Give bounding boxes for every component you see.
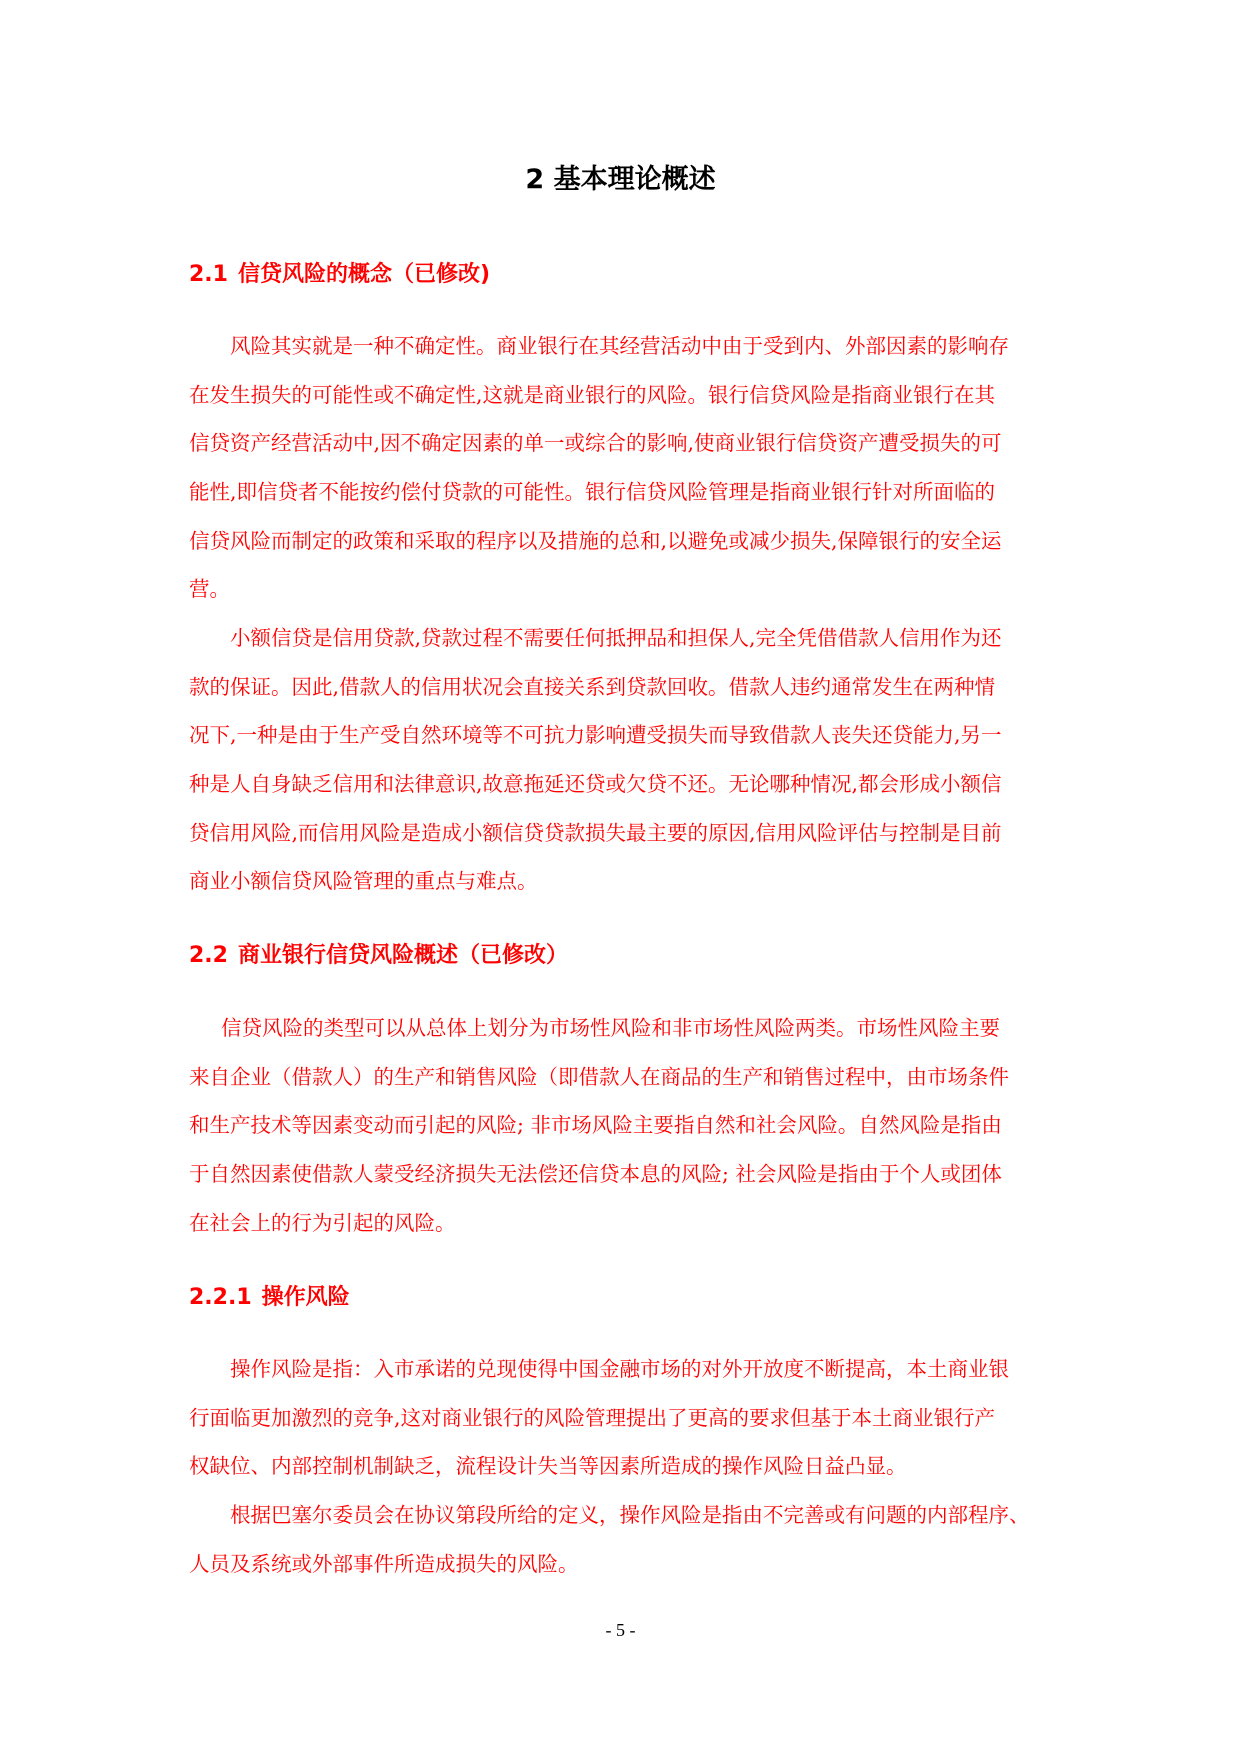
- text-line: 权缺位、内部控制机制缺乏，流程设计失当等因素所造成的操作风险日益凸显。: [189, 1454, 907, 1479]
- text-line: 信贷风险的类型可以从总体上划分为市场性风险和非市场性风险两类。市场性风险主要: [221, 1016, 1000, 1040]
- section-number: 2.2: [189, 943, 228, 968]
- text-line: 和生产技术等因素变动而引起的风险; 非市场风险主要指自然和社会风险。自然风险是指由: [189, 1113, 1002, 1138]
- paragraph-credit-risk-types: [189, 1004, 1049, 1247]
- text-line: 在发生损失的可能性或不确定性,这就是商业银行的风险。银行信贷风险是指商业银行在其: [189, 382, 996, 407]
- text-line: 根据巴塞尔委员会在协议第段所给的定义，操作风险是指由不完善或有问题的内部程序、: [230, 1503, 1030, 1527]
- text-line: 于自然因素使借款人蒙受经济损失无法偿还信贷本息的风险; 社会风险是指由于个人或团体: [189, 1162, 1002, 1187]
- text-line: 风险其实就是一种不确定性。商业银行在其经营活动中由于受到内、外部因素的影响存: [230, 334, 1009, 358]
- text-line: 小额信贷是信用贷款,贷款过程不需要任何抵押品和担保人,完全凭借借款人信用作为还: [230, 626, 1002, 650]
- text-line: 操作风险是指：入市承诺的兑现使得中国金融市场的对外开放度不断提高，本土商业银: [230, 1357, 1009, 1381]
- text-line: 能性,即信贷者不能按约偿付贷款的可能性。银行信贷风险管理是指商业银行针对所面临的: [189, 480, 996, 505]
- text-line: 种是人自身缺乏信用和法律意识,故意拖延还贷或欠贷不还。无论哪种情况,都会形成小额信: [189, 772, 1002, 797]
- text-line: 行面临更加激烈的竞争,这对商业银行的风险管理提出了更高的要求但基于本土商业银行产: [189, 1405, 996, 1430]
- text-line: 贷信用风险,而信用风险是造成小额信贷贷款损失最主要的原因,信用风险评估与控制是目前: [189, 820, 1002, 845]
- paragraph-operational-risk: [189, 1345, 1049, 1491]
- text-line: 人员及系统或外部事件所造成损失的风险。: [189, 1551, 579, 1576]
- section-heading-2-1: [189, 258, 490, 292]
- chapter-title: 2 基本理论概述: [525, 164, 716, 195]
- section-number: 2.1: [189, 262, 228, 287]
- text-line: 信贷资产经营活动中,因不确定因素的单一或综合的影响,使商业银行信贷资产遭受损失的可: [189, 431, 1002, 456]
- section-heading-2-2: [189, 939, 568, 973]
- section-title: 操作风险: [261, 1285, 350, 1310]
- paragraph-risk-definition: [189, 322, 1049, 614]
- paragraph-basel-definition: [189, 1491, 1049, 1588]
- text-line: 商业小额信贷风险管理的重点与难点。: [189, 869, 538, 894]
- section-title: 信贷风险的概念（已修改): [237, 262, 491, 287]
- text-line: 款的保证。因此,借款人的信用状况会直接关系到贷款回收。借款人违约通常发生在两种情: [189, 674, 996, 699]
- section-title: 商业银行信贷风险概述（已修改）: [237, 943, 568, 968]
- paragraph-microcredit: [189, 614, 1049, 906]
- section-heading-2-2-1: [189, 1281, 350, 1315]
- text-line: 来自企业（借款人）的生产和销售风险（即借款人在商品的生产和销售过程中，由市场条件: [189, 1064, 1009, 1089]
- text-line: 况下,一种是由于生产受自然环境等不可抗力影响遭受损失而导致借款人丧失还贷能力,另一: [189, 723, 1002, 748]
- section-number: 2.2.1: [189, 1285, 252, 1310]
- text-line: 在社会上的行为引起的风险。: [189, 1210, 456, 1235]
- text-line: 信贷风险而制定的政策和采取的程序以及措施的总和,以避免或减少损失,保障银行的安全运: [189, 528, 1002, 553]
- text-line: 营。: [189, 577, 230, 602]
- page-number: - 5 -: [605, 1620, 636, 1640]
